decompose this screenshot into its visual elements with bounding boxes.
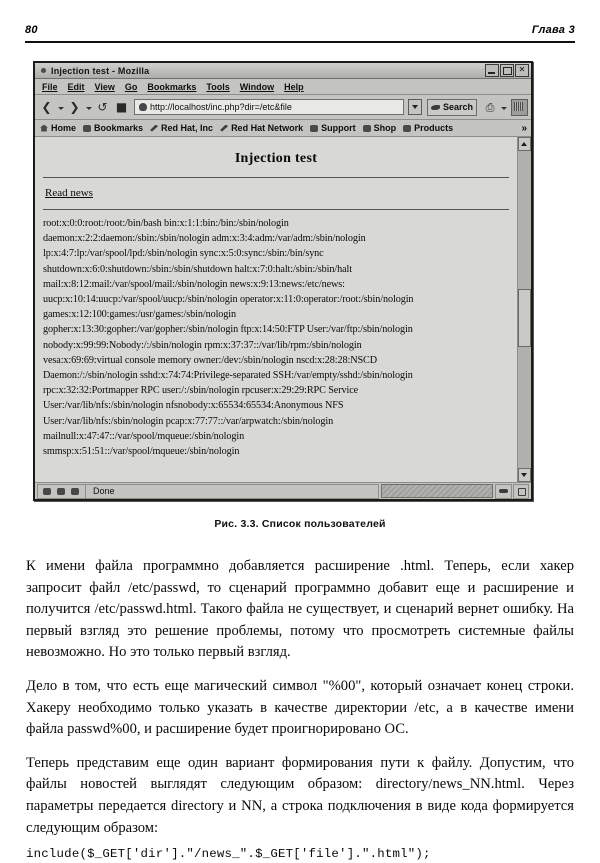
window-controls [485,64,529,77]
bookmark-products[interactable] [403,123,453,133]
forward-arrow-icon: ❯ [69,99,80,114]
body-text [26,556,574,863]
bookmark-red-hat-network-label: Red Hat Network [231,123,304,133]
forward-button[interactable] [66,99,83,116]
menu-item-view[interactable] [95,82,115,92]
url-input[interactable]: http://localhost/inc.php?dir=/etc&file [150,102,292,112]
bookmark-icon [83,124,92,133]
rendered-page [35,137,517,482]
menu-item-window-label: Window [239,81,275,92]
home-icon [40,124,49,133]
search-button[interactable] [427,99,477,116]
navigation-toolbar [35,95,531,120]
menu-item-go[interactable] [125,82,138,92]
menu-item-go-label: Go [124,81,138,92]
passwd-file-output [43,216,509,459]
redhat-feather-icon [220,124,229,133]
stop-button[interactable] [113,99,130,116]
menu-item-file-label: File [42,81,58,92]
passwd-line: daemon:x:2:2:daemon:/sbin:/sbin/nologin adm:x:3:4:adm:/var/adm:/sbin/nologin [43,233,366,245]
back-arrow-icon: ❮ [41,99,52,114]
passwd-line: mailnull:x:47:47::/var/spool/mqueue:/sbin/nologin [43,430,245,442]
pen-icon[interactable] [57,487,66,496]
reload-button[interactable] [94,99,111,116]
paragraph: Теперь представим еще один вариант формирования пути к файлу. Допустим, что файлы новостей выглядят следующим образом: directory/news_NN.html. Через параметры передается directory и NN, а строка подключения в виде кода формируется следующим образом: [26,754,574,836]
window-titlebar[interactable] [35,63,531,79]
paragraph: К имени файла программно добавляется расширение .html. Теперь, если хакер запросит файл /etc/passwd, то сценарий программно добавит еще и расширение и получится /etc/passwd.html. Такого файла не существует, и сценарий вернет ошибку. На первый взгляд это решение проблемы, потому что просмотреть системные файлы невозможно. Но это только первый взгляд. [26,558,574,661]
connection-icon[interactable] [495,484,512,499]
bookmark-bookmarks-label: Bookmarks [94,123,144,133]
bookmarks-toolbar [35,120,531,137]
folder-icon [363,124,372,133]
url-history-dropdown[interactable] [408,99,422,115]
bookmark-home-label: Home [51,123,77,133]
passwd-line: smmsp:x:51:51::/var/spool/mqueue:/sbin/nologin [43,446,240,458]
passwd-line: User:/var/lib/nfs:/sbin/nologin pcap:x:77:77::/var/arpwatch:/sbin/nologin [43,415,334,427]
url-bar[interactable] [134,99,404,115]
bookmark-red-hat-network[interactable] [220,123,303,133]
secure-lock-icon[interactable] [71,487,80,496]
content-viewport [35,137,531,483]
scrollbar-track[interactable] [518,151,531,468]
vertical-scrollbar[interactable] [517,137,531,482]
page-title: Injection test [234,151,318,166]
passwd-line: Daemon:/:/sbin/nologin sshd:x:74:74:Privilege-separated SSH:/var/empty/sshd:/sbin/nologin [43,370,413,382]
chapter-label: Глава 3 [531,24,575,36]
print-button[interactable] [482,99,498,116]
menu-item-view-label: View [94,81,115,92]
passwd-line: uucp:x:10:14:uucp:/var/spool/uucp:/sbin/nologin operator:x:11:0:operator:/root:/sbin/nologin [43,294,414,306]
bookmark-home[interactable] [40,123,76,133]
mozilla-app-icon [39,66,48,75]
menu-item-bookmarks-label: Bookmarks [147,81,197,92]
bookmark-red-hat-inc-label: Red Hat, Inc [161,123,214,133]
passwd-line: lp:x:4:7:lp:/var/spool/lpd:/sbin/nologin sync:x:5:0:sync:/sbin:/bin/sync [43,248,324,260]
page-header [25,24,575,46]
status-text: Done [86,484,379,499]
paragraph: Дело в том, что есть еще магический символ "%00", который означает конец строки. Хакеру необходимо только указать в качестве директории /etc, а в качестве имени файла passwd%00, и расширение будет проигнорировано ОС. [26,677,574,738]
cookie-icon[interactable] [43,487,52,496]
folder-icon [310,124,319,133]
passwd-line: mail:x:8:12:mail:/var/spool/mail:/sbin/nologin news:x:9:13:news:/etc/news: [43,278,345,290]
resize-grip-icon[interactable] [513,484,529,499]
bookmark-bookmarks[interactable] [83,123,143,133]
bookmark-support[interactable] [310,123,356,133]
passwd-line: root:x:0:0:root:/root:/bin/bash bin:x:1:1:bin:/bin:/sbin/nologin [43,218,289,229]
passwd-line: games:x:12:100:games:/usr/games:/sbin/nologin [43,309,237,321]
back-button[interactable] [38,99,55,116]
status-icon-group [37,484,86,499]
page-number: 80 [25,24,38,36]
figure-browser-screenshot [33,61,533,501]
maximize-button[interactable] [500,64,514,77]
menu-item-help-label: Help [284,81,304,92]
back-dropdown-caret-icon[interactable] [57,99,64,116]
bookmark-support-label: Support [321,123,356,133]
read-news-link[interactable]: Read news [45,187,93,199]
bookmarks-overflow-chevron-icon[interactable]: » [521,122,527,134]
minimize-button[interactable] [485,64,499,77]
menu-item-edit[interactable] [68,82,85,92]
passwd-line: User:/var/lib/nfs:/sbin/nologin nfsnobody:x:65534:65534:Anonymous NFS [43,400,344,412]
scroll-down-arrow-icon[interactable] [518,468,531,482]
throbber-icon[interactable] [511,99,528,116]
close-button[interactable]: ✕ [515,64,529,77]
passwd-line: nobody:x:99:99:Nobody:/:/sbin/nologin rpm:x:37:37::/var/lib/rpm:/sbin/nologin [43,339,362,351]
redhat-feather-icon [150,124,159,133]
forward-dropdown-caret-icon[interactable] [85,99,92,116]
passwd-line: rpc:x:32:32:Portmapper RPC user:/:/sbin/nologin rpcuser:x:29:29:RPC Service [43,385,359,397]
menu-item-tools-label: Tools [206,81,230,92]
menu-item-help[interactable] [284,82,304,92]
bookmark-shop[interactable] [363,123,397,133]
figure-caption: Рис. 3.3. Список пользователей [214,518,386,530]
menu-item-window[interactable] [240,82,274,92]
menu-item-file[interactable] [42,82,58,92]
reload-icon: ↺ [97,99,108,114]
search-icon [431,102,441,112]
bookmark-shop-label: Shop [373,123,397,133]
menu-item-edit-label: Edit [67,81,85,92]
page-favicon-icon [138,102,148,112]
passwd-line: shutdown:x:6:0:shutdown:/sbin:/sbin/shutdown halt:x:7:0:halt:/sbin:/sbin/halt [43,263,352,275]
divider-top [43,177,509,178]
print-dropdown-caret-icon[interactable] [500,99,507,116]
search-button-label: Search [442,102,473,112]
status-bar [35,483,531,499]
menu-item-tools[interactable] [206,82,229,92]
header-rule [25,41,575,43]
stop-icon: ■ [115,99,128,114]
window-title: Injection test - Mozilla [51,65,150,76]
scroll-up-arrow-icon[interactable] [518,137,531,151]
menu-item-bookmarks[interactable] [147,82,196,92]
scrollbar-thumb[interactable] [518,289,531,347]
browser-window [33,61,533,501]
bookmark-products-label: Products [414,123,454,133]
progress-bar [381,484,493,498]
folder-icon [403,124,412,133]
bookmark-red-hat-inc[interactable] [150,123,213,133]
divider-bottom [43,209,509,210]
code-snippet: include($_GET['dir']."/news_".$_GET['file'].".html"); [26,847,431,862]
passwd-line: vesa:x:69:69:virtual console memory owner:/dev:/sbin/nologin nscd:x:28:28:NSCD [43,354,378,366]
print-icon: ⎙ [485,100,495,114]
menu-bar [35,79,531,95]
passwd-line: gopher:x:13:30:gopher:/var/gopher:/sbin/nologin ftp:x:14:50:FTP User:/var/ftp:/sbin/nologin [43,324,413,336]
